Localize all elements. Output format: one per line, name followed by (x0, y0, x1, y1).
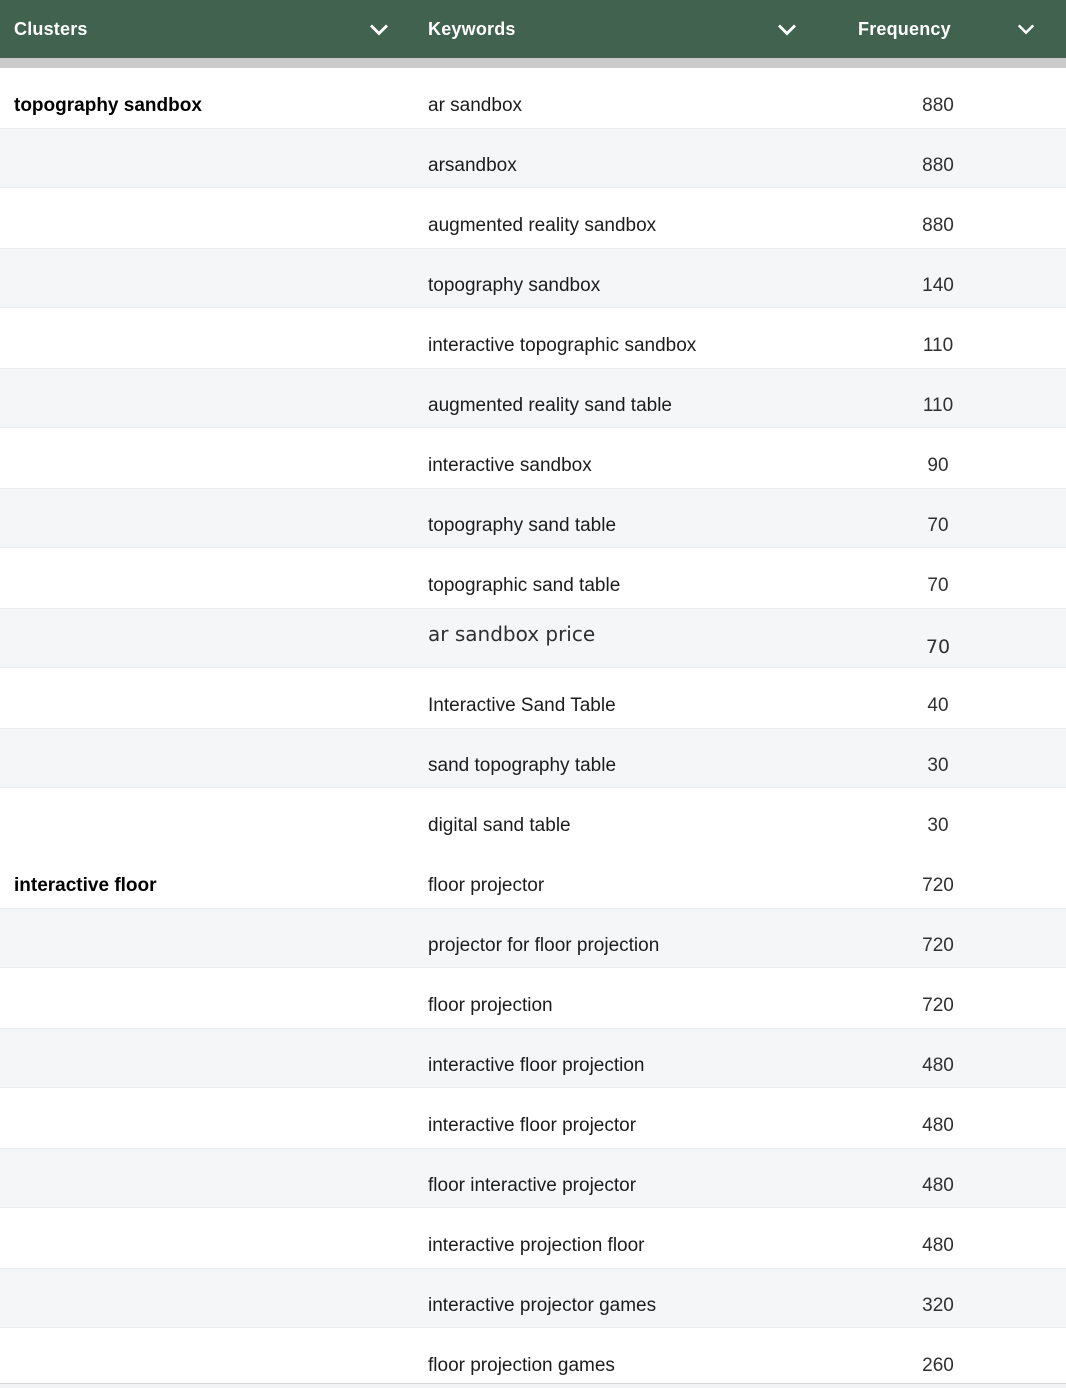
frequency-cell: 880 (922, 95, 954, 116)
frequency-cell: 70 (925, 636, 951, 658)
keyword-cell: interactive sandbox (428, 455, 592, 476)
column-header-clusters[interactable] (0, 0, 414, 58)
frequency-cell: 480 (922, 1235, 954, 1256)
keyword-cell: interactive topographic sandbox (428, 335, 697, 356)
table-row[interactable] (0, 1088, 1066, 1148)
frequency-cell: 140 (922, 275, 954, 296)
keyword-cell: projector for floor projection (428, 935, 660, 956)
keyword-cell: augmented reality sand table (428, 395, 672, 416)
frequency-cell: 720 (922, 995, 954, 1016)
table-row[interactable] (0, 608, 1066, 668)
keyword-cell: floor projector (428, 875, 545, 896)
frequency-cell: 70 (927, 515, 949, 536)
keyword-cell: Interactive Sand Table (428, 695, 616, 716)
table-row[interactable] (0, 1028, 1066, 1088)
keyword-cell: sand topography table (428, 755, 617, 776)
table-row[interactable] (0, 728, 1066, 788)
keyword-cell: floor projection games (428, 1355, 615, 1376)
header-divider-strip (0, 58, 1066, 68)
column-header-frequency[interactable] (810, 0, 1066, 58)
column-header-frequency-label: Frequency (858, 18, 951, 39)
cluster-cell: interactive floor (14, 875, 157, 896)
table-header (0, 0, 1066, 58)
keyword-cell: augmented reality sandbox (428, 215, 657, 236)
table-row[interactable] (0, 368, 1066, 428)
frequency-cell: 30 (927, 755, 949, 776)
frequency-cell: 880 (922, 155, 954, 176)
table-row[interactable] (0, 188, 1066, 248)
column-header-keywords[interactable] (414, 0, 810, 58)
keyword-cell: floor projection (428, 995, 553, 1016)
table-row[interactable] (0, 1328, 1066, 1388)
chevron-down-icon[interactable] (1016, 23, 1036, 35)
keyword-cell: ar sandbox price (428, 622, 596, 646)
keyword-cell: interactive floor projection (428, 1055, 645, 1076)
frequency-cell: 880 (922, 215, 954, 236)
keyword-cell: topography sand table (428, 515, 617, 536)
frequency-cell: 480 (922, 1175, 954, 1196)
frequency-cell: 30 (927, 815, 949, 836)
frequency-cell: 720 (922, 875, 954, 896)
column-header-clusters-label: Clusters (14, 18, 88, 39)
table-row[interactable] (0, 1148, 1066, 1208)
table-row[interactable] (0, 68, 1066, 128)
frequency-cell: 260 (922, 1355, 954, 1376)
keyword-cell: ar sandbox (428, 95, 523, 116)
keyword-cell: interactive projector games (428, 1295, 657, 1316)
table-row[interactable] (0, 668, 1066, 728)
keyword-cell: interactive floor projector (428, 1115, 637, 1136)
table-row[interactable] (0, 128, 1066, 188)
keyword-cell: interactive projection floor (428, 1235, 645, 1256)
frequency-cell: 70 (927, 575, 949, 596)
cluster-cell: topography sandbox (14, 95, 202, 116)
table-row[interactable] (0, 248, 1066, 308)
frequency-cell: 480 (922, 1115, 954, 1136)
column-header-keywords-label: Keywords (428, 18, 516, 39)
table-body (0, 68, 1066, 1388)
keyword-cell: topography sandbox (428, 275, 601, 296)
table-row[interactable] (0, 428, 1066, 488)
table-row[interactable] (0, 788, 1066, 848)
next-row-partial (0, 1383, 1066, 1388)
table-row[interactable] (0, 548, 1066, 608)
chevron-down-icon[interactable] (368, 23, 390, 36)
frequency-cell: 40 (927, 695, 949, 716)
frequency-cell: 320 (922, 1295, 954, 1316)
table-row[interactable] (0, 308, 1066, 368)
table-row[interactable] (0, 908, 1066, 968)
keyword-cell: arsandbox (428, 155, 517, 176)
keyword-cell: floor interactive projector (428, 1175, 637, 1196)
table-row[interactable] (0, 1208, 1066, 1268)
frequency-cell: 480 (922, 1055, 954, 1076)
keyword-cell: digital sand table (428, 815, 571, 836)
table-row[interactable] (0, 968, 1066, 1028)
frequency-cell: 720 (922, 935, 954, 956)
table-row[interactable] (0, 488, 1066, 548)
frequency-cell: 110 (922, 395, 954, 416)
table-row[interactable] (0, 848, 1066, 908)
frequency-cell: 110 (922, 335, 954, 356)
keyword-cell: topographic sand table (428, 575, 621, 596)
chevron-down-icon[interactable] (776, 23, 798, 36)
frequency-cell: 90 (927, 455, 949, 476)
table-row[interactable] (0, 1268, 1066, 1328)
